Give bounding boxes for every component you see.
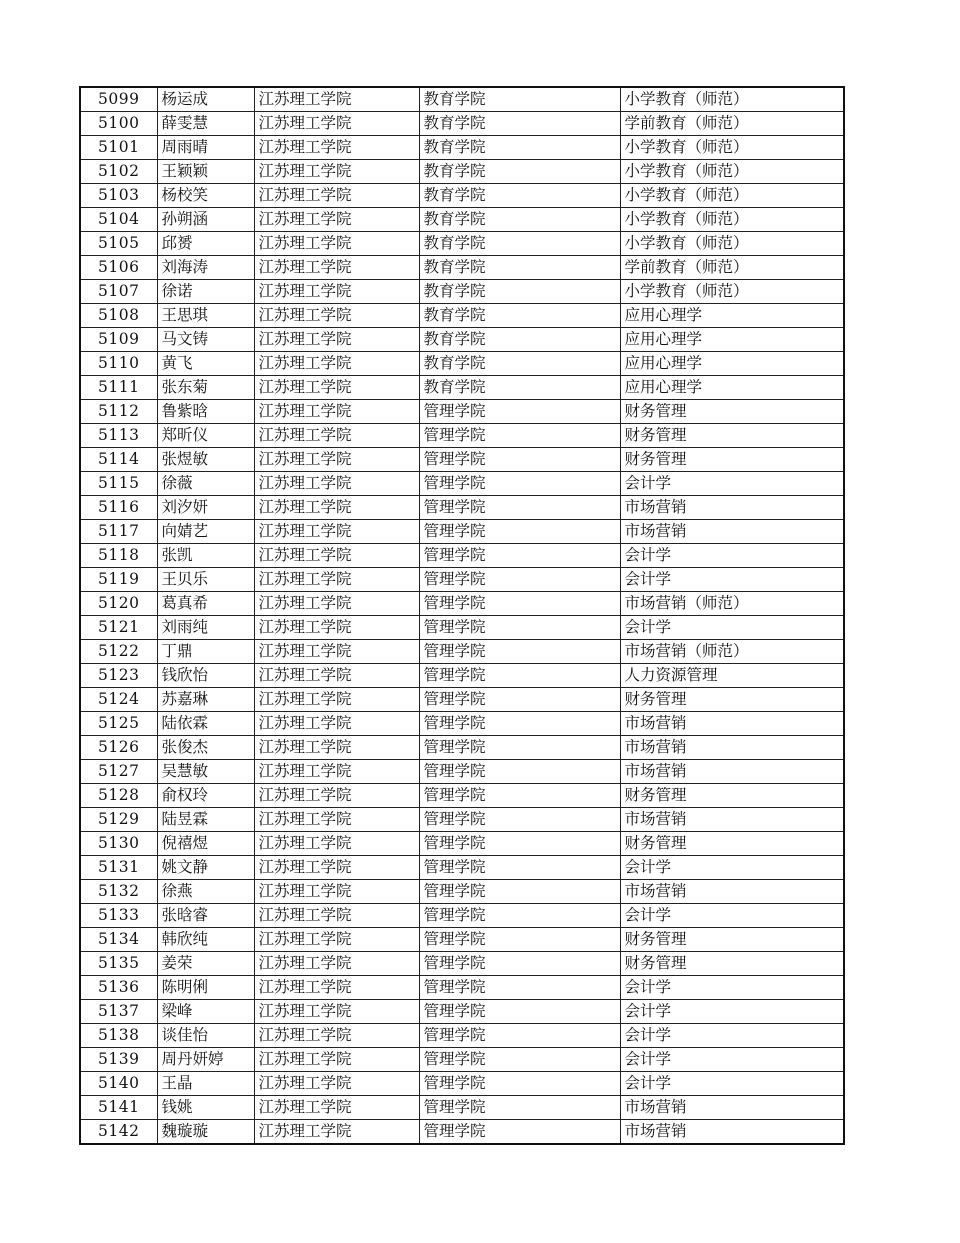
school-cell: 管理学院: [419, 1000, 620, 1024]
table-row: [80, 280, 844, 304]
student-name-cell: 周雨晴: [157, 136, 254, 160]
school-cell: 教育学院: [419, 256, 620, 280]
table-row: [80, 856, 844, 880]
university-cell: 江苏理工学院: [254, 520, 419, 544]
major-cell: 财务管理: [620, 400, 844, 424]
major-cell: 会计学: [620, 1048, 844, 1072]
table-row: [80, 160, 844, 184]
school-cell: 管理学院: [419, 832, 620, 856]
table-row: [80, 1072, 844, 1096]
table-row: [80, 376, 844, 400]
school-cell: 管理学院: [419, 640, 620, 664]
table-row: [80, 472, 844, 496]
row-number-cell: 5123: [80, 664, 157, 688]
university-cell: 江苏理工学院: [254, 616, 419, 640]
student-name-cell: 刘海涛: [157, 256, 254, 280]
university-cell: 江苏理工学院: [254, 568, 419, 592]
row-number-cell: 5111: [80, 376, 157, 400]
row-number-cell: 5127: [80, 760, 157, 784]
school-cell: 管理学院: [419, 544, 620, 568]
university-cell: 江苏理工学院: [254, 688, 419, 712]
row-number-cell: 5117: [80, 520, 157, 544]
university-cell: 江苏理工学院: [254, 1024, 419, 1048]
school-cell: 教育学院: [419, 304, 620, 328]
major-cell: 市场营销: [620, 1096, 844, 1120]
school-cell: 管理学院: [419, 712, 620, 736]
major-cell: 应用心理学: [620, 376, 844, 400]
university-cell: 江苏理工学院: [254, 400, 419, 424]
school-cell: 管理学院: [419, 976, 620, 1000]
student-name-cell: 谈佳怡: [157, 1024, 254, 1048]
university-cell: 江苏理工学院: [254, 880, 419, 904]
school-cell: 管理学院: [419, 424, 620, 448]
student-name-cell: 王颖颖: [157, 160, 254, 184]
university-cell: 江苏理工学院: [254, 928, 419, 952]
major-cell: 应用心理学: [620, 304, 844, 328]
row-number-cell: 5105: [80, 232, 157, 256]
row-number-cell: 5129: [80, 808, 157, 832]
school-cell: 教育学院: [419, 160, 620, 184]
university-cell: 江苏理工学院: [254, 112, 419, 136]
school-cell: 管理学院: [419, 472, 620, 496]
school-cell: 教育学院: [419, 87, 620, 112]
major-cell: 财务管理: [620, 928, 844, 952]
student-name-cell: 向婧艺: [157, 520, 254, 544]
row-number-cell: 5108: [80, 304, 157, 328]
student-name-cell: 杨校笑: [157, 184, 254, 208]
major-cell: 小学教育（师范）: [620, 160, 844, 184]
table-row: [80, 184, 844, 208]
table-row: [80, 976, 844, 1000]
student-name-cell: 徐燕: [157, 880, 254, 904]
school-cell: 教育学院: [419, 184, 620, 208]
major-cell: 小学教育（师范）: [620, 87, 844, 112]
row-number-cell: 5122: [80, 640, 157, 664]
major-cell: 市场营销（师范）: [620, 640, 844, 664]
university-cell: 江苏理工学院: [254, 160, 419, 184]
student-name-cell: 张晗睿: [157, 904, 254, 928]
student-name-cell: 王晶: [157, 1072, 254, 1096]
table-row: [80, 496, 844, 520]
university-cell: 江苏理工学院: [254, 208, 419, 232]
university-cell: 江苏理工学院: [254, 664, 419, 688]
major-cell: 小学教育（师范）: [620, 184, 844, 208]
school-cell: 管理学院: [419, 1048, 620, 1072]
table-row: [80, 328, 844, 352]
table-row: [80, 568, 844, 592]
table-row: [80, 424, 844, 448]
table-row: [80, 928, 844, 952]
student-name-cell: 徐薇: [157, 472, 254, 496]
university-cell: 江苏理工学院: [254, 952, 419, 976]
row-number-cell: 5104: [80, 208, 157, 232]
major-cell: 小学教育（师范）: [620, 232, 844, 256]
school-cell: 管理学院: [419, 1120, 620, 1145]
school-cell: 教育学院: [419, 352, 620, 376]
row-number-cell: 5135: [80, 952, 157, 976]
university-cell: 江苏理工学院: [254, 760, 419, 784]
university-cell: 江苏理工学院: [254, 232, 419, 256]
university-cell: 江苏理工学院: [254, 1120, 419, 1145]
university-cell: 江苏理工学院: [254, 256, 419, 280]
major-cell: 人力资源管理: [620, 664, 844, 688]
row-number-cell: 5103: [80, 184, 157, 208]
row-number-cell: 5119: [80, 568, 157, 592]
major-cell: 会计学: [620, 856, 844, 880]
student-name-cell: 魏璇璇: [157, 1120, 254, 1145]
row-number-cell: 5121: [80, 616, 157, 640]
student-name-cell: 孙朔涵: [157, 208, 254, 232]
row-number-cell: 5126: [80, 736, 157, 760]
school-cell: 教育学院: [419, 112, 620, 136]
major-cell: 财务管理: [620, 952, 844, 976]
major-cell: 市场营销: [620, 496, 844, 520]
university-cell: 江苏理工学院: [254, 640, 419, 664]
student-name-cell: 周丹妍婷: [157, 1048, 254, 1072]
row-number-cell: 5115: [80, 472, 157, 496]
student-name-cell: 苏嘉琳: [157, 688, 254, 712]
school-cell: 管理学院: [419, 448, 620, 472]
university-cell: 江苏理工学院: [254, 784, 419, 808]
major-cell: 财务管理: [620, 688, 844, 712]
table-row: [80, 880, 844, 904]
university-cell: 江苏理工学院: [254, 856, 419, 880]
school-cell: 教育学院: [419, 136, 620, 160]
table-row: [80, 136, 844, 160]
university-cell: 江苏理工学院: [254, 832, 419, 856]
table-row: [80, 784, 844, 808]
university-cell: 江苏理工学院: [254, 808, 419, 832]
row-number-cell: 5134: [80, 928, 157, 952]
student-name-cell: 刘雨纯: [157, 616, 254, 640]
row-number-cell: 5112: [80, 400, 157, 424]
major-cell: 财务管理: [620, 832, 844, 856]
university-cell: 江苏理工学院: [254, 1096, 419, 1120]
school-cell: 教育学院: [419, 280, 620, 304]
table-row: [80, 808, 844, 832]
student-name-cell: 王思琪: [157, 304, 254, 328]
table-row: [80, 87, 844, 112]
student-name-cell: 韩欣纯: [157, 928, 254, 952]
university-cell: 江苏理工学院: [254, 544, 419, 568]
major-cell: 应用心理学: [620, 352, 844, 376]
table-body: [80, 87, 844, 1144]
row-number-cell: 5124: [80, 688, 157, 712]
table-row: [80, 760, 844, 784]
university-cell: 江苏理工学院: [254, 472, 419, 496]
table-row: [80, 1096, 844, 1120]
table-row: [80, 544, 844, 568]
table-row: [80, 1048, 844, 1072]
university-cell: 江苏理工学院: [254, 1000, 419, 1024]
student-name-cell: 张凯: [157, 544, 254, 568]
school-cell: 管理学院: [419, 688, 620, 712]
student-name-cell: 陈明俐: [157, 976, 254, 1000]
school-cell: 管理学院: [419, 880, 620, 904]
major-cell: 财务管理: [620, 424, 844, 448]
table-row: [80, 304, 844, 328]
major-cell: 会计学: [620, 1024, 844, 1048]
school-cell: 管理学院: [419, 568, 620, 592]
row-number-cell: 5131: [80, 856, 157, 880]
university-cell: 江苏理工学院: [254, 184, 419, 208]
university-cell: 江苏理工学院: [254, 736, 419, 760]
major-cell: 财务管理: [620, 448, 844, 472]
school-cell: 管理学院: [419, 784, 620, 808]
major-cell: 市场营销: [620, 736, 844, 760]
student-name-cell: 王贝乐: [157, 568, 254, 592]
school-cell: 管理学院: [419, 520, 620, 544]
university-cell: 江苏理工学院: [254, 328, 419, 352]
major-cell: 市场营销: [620, 1120, 844, 1145]
major-cell: 小学教育（师范）: [620, 208, 844, 232]
student-name-cell: 刘汐妍: [157, 496, 254, 520]
table-row: [80, 736, 844, 760]
table-row: [80, 664, 844, 688]
row-number-cell: 5142: [80, 1120, 157, 1145]
major-cell: 市场营销: [620, 760, 844, 784]
table-row: [80, 1000, 844, 1024]
student-name-cell: 钱姚: [157, 1096, 254, 1120]
school-cell: 管理学院: [419, 952, 620, 976]
school-cell: 管理学院: [419, 400, 620, 424]
row-number-cell: 5141: [80, 1096, 157, 1120]
table-row: [80, 232, 844, 256]
major-cell: 小学教育（师范）: [620, 136, 844, 160]
row-number-cell: 5137: [80, 1000, 157, 1024]
school-cell: 管理学院: [419, 856, 620, 880]
school-cell: 教育学院: [419, 232, 620, 256]
major-cell: 会计学: [620, 616, 844, 640]
student-name-cell: 陆依霖: [157, 712, 254, 736]
row-number-cell: 5130: [80, 832, 157, 856]
row-number-cell: 5114: [80, 448, 157, 472]
table-row: [80, 448, 844, 472]
row-number-cell: 5132: [80, 880, 157, 904]
row-number-cell: 5120: [80, 592, 157, 616]
row-number-cell: 5107: [80, 280, 157, 304]
school-cell: 管理学院: [419, 616, 620, 640]
university-cell: 江苏理工学院: [254, 496, 419, 520]
row-number-cell: 5128: [80, 784, 157, 808]
student-name-cell: 张俊杰: [157, 736, 254, 760]
student-name-cell: 钱欣怡: [157, 664, 254, 688]
school-cell: 教育学院: [419, 328, 620, 352]
row-number-cell: 5109: [80, 328, 157, 352]
university-cell: 江苏理工学院: [254, 352, 419, 376]
school-cell: 管理学院: [419, 736, 620, 760]
student-name-cell: 薛雯慧: [157, 112, 254, 136]
university-cell: 江苏理工学院: [254, 976, 419, 1000]
table-row: [80, 256, 844, 280]
row-number-cell: 5099: [80, 87, 157, 112]
school-cell: 管理学院: [419, 1024, 620, 1048]
row-number-cell: 5139: [80, 1048, 157, 1072]
major-cell: 会计学: [620, 568, 844, 592]
university-cell: 江苏理工学院: [254, 280, 419, 304]
student-name-cell: 鲁紫晗: [157, 400, 254, 424]
table-row: [80, 400, 844, 424]
major-cell: 会计学: [620, 544, 844, 568]
school-cell: 管理学院: [419, 592, 620, 616]
table-row: [80, 688, 844, 712]
table-row: [80, 352, 844, 376]
student-name-cell: 俞权玲: [157, 784, 254, 808]
student-name-cell: 马文铸: [157, 328, 254, 352]
table-row: [80, 592, 844, 616]
university-cell: 江苏理工学院: [254, 592, 419, 616]
major-cell: 会计学: [620, 976, 844, 1000]
major-cell: 市场营销: [620, 712, 844, 736]
university-cell: 江苏理工学院: [254, 376, 419, 400]
student-name-cell: 徐诺: [157, 280, 254, 304]
row-number-cell: 5125: [80, 712, 157, 736]
university-cell: 江苏理工学院: [254, 1072, 419, 1096]
major-cell: 学前教育（师范）: [620, 256, 844, 280]
major-cell: 会计学: [620, 472, 844, 496]
school-cell: 教育学院: [419, 208, 620, 232]
university-cell: 江苏理工学院: [254, 712, 419, 736]
table-row: [80, 904, 844, 928]
table-row: [80, 208, 844, 232]
row-number-cell: 5140: [80, 1072, 157, 1096]
table-row: [80, 520, 844, 544]
row-number-cell: 5101: [80, 136, 157, 160]
university-cell: 江苏理工学院: [254, 424, 419, 448]
university-cell: 江苏理工学院: [254, 87, 419, 112]
major-cell: 会计学: [620, 904, 844, 928]
student-list-table: [79, 86, 845, 1145]
school-cell: 管理学院: [419, 928, 620, 952]
table-row: [80, 640, 844, 664]
major-cell: 会计学: [620, 1072, 844, 1096]
major-cell: 市场营销: [620, 808, 844, 832]
student-name-cell: 陆昱霖: [157, 808, 254, 832]
student-name-cell: 姚文静: [157, 856, 254, 880]
school-cell: 管理学院: [419, 1096, 620, 1120]
major-cell: 财务管理: [620, 784, 844, 808]
university-cell: 江苏理工学院: [254, 136, 419, 160]
student-name-cell: 倪禧煜: [157, 832, 254, 856]
table-row: [80, 1120, 844, 1145]
row-number-cell: 5106: [80, 256, 157, 280]
student-name-cell: 吴慧敏: [157, 760, 254, 784]
row-number-cell: 5138: [80, 1024, 157, 1048]
table-row: [80, 712, 844, 736]
row-number-cell: 5136: [80, 976, 157, 1000]
university-cell: 江苏理工学院: [254, 304, 419, 328]
table-row: [80, 616, 844, 640]
table-row: [80, 832, 844, 856]
row-number-cell: 5113: [80, 424, 157, 448]
university-cell: 江苏理工学院: [254, 904, 419, 928]
school-cell: 管理学院: [419, 664, 620, 688]
student-name-cell: 梁峰: [157, 1000, 254, 1024]
row-number-cell: 5110: [80, 352, 157, 376]
school-cell: 管理学院: [419, 808, 620, 832]
row-number-cell: 5116: [80, 496, 157, 520]
school-cell: 管理学院: [419, 760, 620, 784]
school-cell: 管理学院: [419, 1072, 620, 1096]
school-cell: 管理学院: [419, 496, 620, 520]
student-name-cell: 张煜敏: [157, 448, 254, 472]
student-name-cell: 张东菊: [157, 376, 254, 400]
university-cell: 江苏理工学院: [254, 1048, 419, 1072]
major-cell: 市场营销: [620, 880, 844, 904]
student-name-cell: 丁鼎: [157, 640, 254, 664]
table-row: [80, 952, 844, 976]
student-name-cell: 姜荣: [157, 952, 254, 976]
row-number-cell: 5100: [80, 112, 157, 136]
table-row: [80, 112, 844, 136]
major-cell: 市场营销（师范）: [620, 592, 844, 616]
row-number-cell: 5133: [80, 904, 157, 928]
student-name-cell: 邱赟: [157, 232, 254, 256]
major-cell: 小学教育（师范）: [620, 280, 844, 304]
major-cell: 市场营销: [620, 520, 844, 544]
student-name-cell: 黄飞: [157, 352, 254, 376]
table-row: [80, 1024, 844, 1048]
row-number-cell: 5118: [80, 544, 157, 568]
major-cell: 会计学: [620, 1000, 844, 1024]
school-cell: 管理学院: [419, 904, 620, 928]
major-cell: 学前教育（师范）: [620, 112, 844, 136]
school-cell: 教育学院: [419, 376, 620, 400]
university-cell: 江苏理工学院: [254, 448, 419, 472]
row-number-cell: 5102: [80, 160, 157, 184]
student-name-cell: 葛真希: [157, 592, 254, 616]
major-cell: 应用心理学: [620, 328, 844, 352]
student-name-cell: 杨运成: [157, 87, 254, 112]
student-name-cell: 郑昕仪: [157, 424, 254, 448]
